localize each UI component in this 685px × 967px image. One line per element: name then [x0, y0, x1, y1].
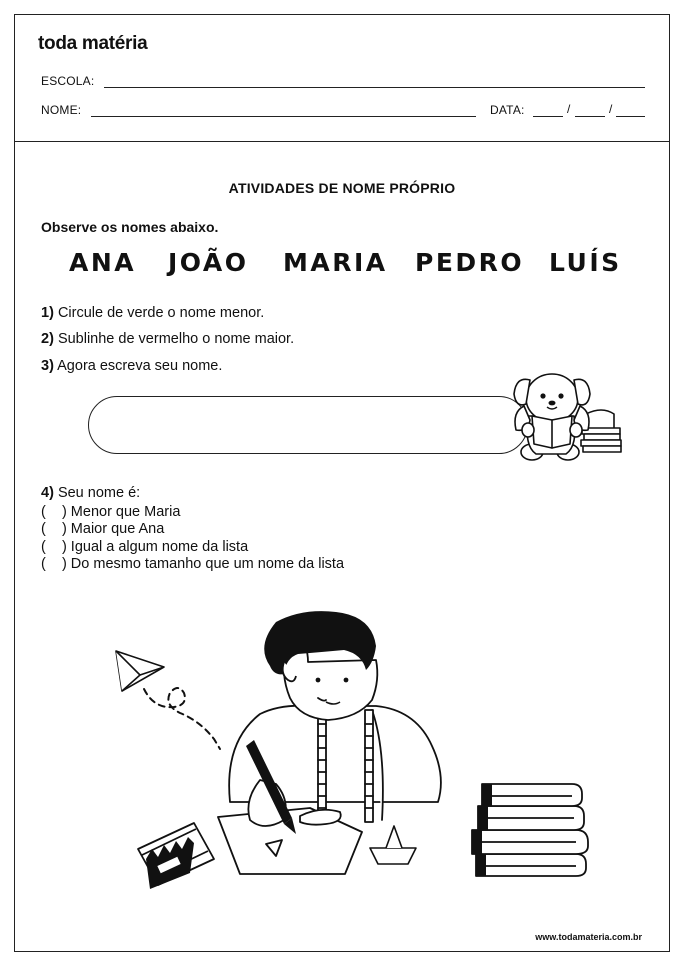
names-row: [55, 248, 635, 284]
book-stack-icon: [468, 772, 598, 880]
answer-option[interactable]: ( ) Do mesmo tamanho que um nome da lista: [41, 556, 345, 572]
name-word: MARIA: [283, 248, 388, 277]
question-number: 1): [41, 305, 54, 321]
header-divider: [14, 141, 670, 142]
question-3: [41, 358, 222, 374]
name-word: ANA: [69, 248, 137, 277]
question-text: Circule de verde o nome menor.: [57, 305, 265, 321]
instruction-text: Observe os nomes abaixo.: [41, 219, 219, 235]
question-text: Sublinhe de vermelho o nome maior.: [57, 331, 295, 347]
crayon-box-icon: [132, 815, 222, 890]
answer-option[interactable]: ( ) Menor que Maria: [41, 504, 181, 520]
page-title: ATIVIDADES DE NOME PRÓPRIO: [228, 180, 456, 196]
answer-option[interactable]: ( ) Maior que Ana: [41, 521, 165, 537]
footer-url: www.todamateria.com.br: [535, 932, 642, 942]
brand-logo: toda matéria: [38, 33, 148, 54]
boy-drawing-illustration: [200, 612, 470, 880]
date-separator: /: [567, 102, 571, 116]
date-label: DATA:: [490, 103, 525, 117]
question-number: 4): [41, 485, 54, 501]
date-day-line[interactable]: [533, 116, 563, 117]
question-4: [41, 485, 140, 501]
answer-option[interactable]: ( ) Igual a algum nome da lista: [41, 539, 249, 555]
question-number: 3): [41, 358, 54, 374]
puppy-reading-icon: [510, 366, 628, 466]
date-month-line[interactable]: [575, 116, 605, 117]
question-text: Agora escreva seu nome.: [57, 358, 223, 374]
date-year-line[interactable]: [616, 116, 645, 117]
question-2: [41, 331, 294, 347]
school-label: ESCOLA:: [41, 74, 95, 88]
school-line[interactable]: [104, 87, 645, 88]
name-word: LUÍS: [549, 248, 622, 277]
name-line[interactable]: [91, 116, 476, 117]
question-number: 2): [41, 331, 54, 347]
name-word: JOÃO: [168, 248, 249, 277]
name-label: NOME:: [41, 103, 82, 117]
name-writing-box[interactable]: [88, 396, 528, 454]
question-1: [41, 305, 264, 321]
name-word: PEDRO: [415, 248, 525, 277]
question-text: Seu nome é:: [57, 485, 141, 501]
date-separator: /: [609, 102, 613, 116]
